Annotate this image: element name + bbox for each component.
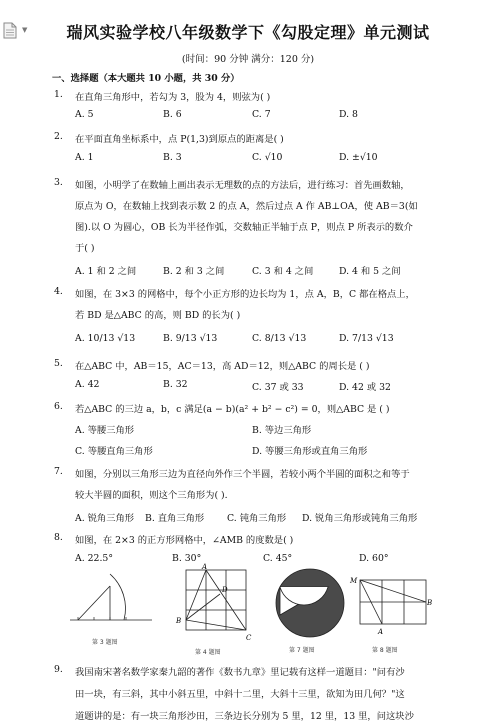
question-text-line: 如图，在 3×3 的网格中，每个小正方形的边长均为 1，点 A，B，C 都在格点上， bbox=[75, 289, 415, 300]
figure-grid-2x3 bbox=[348, 572, 434, 636]
figure-caption: 第 8 题图 bbox=[372, 647, 398, 654]
option-b: B. 等边三角形 bbox=[252, 425, 312, 436]
option-a: A. 1 和 2 之间 bbox=[75, 266, 137, 277]
figure-caption: 第 7 题图 bbox=[289, 647, 315, 654]
question-text-line: 我国南宋著名数学家秦九韶的著作《数书九章》里记载有这样一道题目："问有沙 bbox=[75, 667, 405, 678]
figure-caption: 第 4 题图 bbox=[195, 649, 221, 656]
option-c: C. 7 bbox=[252, 109, 271, 120]
option-a: A. 42 bbox=[75, 379, 100, 390]
question-text-line: 若 BD 是△ABC 的高，则 BD 的长为( ) bbox=[75, 310, 241, 321]
question-text-line: 田一块，有三斜，其中小斜五里，中斜十二里，大斜十三里，欲知为田几何？"这 bbox=[75, 689, 405, 700]
question-number: 1. bbox=[54, 89, 63, 100]
question-number: 9. bbox=[54, 664, 63, 675]
question-text-line: 图).以 O 为圆心，OB 长为半径作弧，交数轴正半轴于点 P，则点 P 所表示的数介 bbox=[75, 222, 413, 233]
label-d: D bbox=[222, 586, 228, 594]
question-text: 在△ABC 中，AB＝15，AC＝13，高 AD＝12，则△ABC 的周长是 ( ) bbox=[75, 361, 370, 372]
question-number: 6. bbox=[54, 401, 63, 412]
option-c: C. 8/13 √13 bbox=[252, 333, 307, 344]
option-b: B. 6 bbox=[163, 109, 182, 120]
option-d: D. 7/13 √13 bbox=[339, 333, 394, 344]
question-text: 若△ABC 的三边 a，b，c 满足(a − b)(a² + b² − c²) = 0，则△ABC 是 ( ) bbox=[75, 404, 390, 415]
option-a: A. 10/13 √13 bbox=[75, 333, 136, 344]
question-text-line: 如图，分别以三角形三边为直径向外作三个半圆，若较小两个半圆的面积之和等于 bbox=[75, 469, 410, 480]
option-a: A. 锐角三角形 bbox=[75, 513, 135, 524]
question-text: 在直角三角形中，若勾为 3，股为 4，则弦为( ) bbox=[75, 92, 271, 103]
question-number: 7. bbox=[54, 466, 63, 477]
figure-grid-3x3 bbox=[174, 564, 250, 644]
question-number: 8. bbox=[54, 532, 63, 543]
option-b: B. 9/13 √13 bbox=[163, 333, 218, 344]
question-number: 4. bbox=[54, 286, 63, 297]
option-c: C. 37 或 33 bbox=[252, 382, 304, 393]
label-b: B bbox=[427, 599, 433, 607]
option-d: D. 8 bbox=[339, 109, 358, 120]
option-d: D. 4 和 5 之间 bbox=[339, 266, 401, 277]
question-text-line: 于( ) bbox=[75, 243, 95, 254]
question-options bbox=[75, 422, 435, 436]
option-a: A. 22.5° bbox=[75, 553, 113, 564]
question-text-line: 道题讲的是：有一块三角形沙田，三条边长分别为 5 里，12 里，13 里，问这块沙 bbox=[75, 711, 414, 722]
option-b: B. 30° bbox=[172, 553, 202, 564]
page-title: 瑞风实验学校八年级数学下《勾股定理》单元测试 bbox=[66, 23, 430, 42]
question-options bbox=[75, 510, 435, 524]
question-options bbox=[75, 263, 435, 277]
option-d: D. 锐角三角形或钝角三角形 bbox=[302, 513, 418, 524]
option-b: B. 直角三角形 bbox=[145, 513, 205, 524]
option-c: C. 钝角三角形 bbox=[227, 513, 287, 524]
chevron-down-icon[interactable]: ▼ bbox=[22, 26, 28, 34]
question-options bbox=[75, 333, 435, 347]
section-heading: 一、选择题（本大题共 10 小题，共 30 分） bbox=[52, 73, 240, 84]
question-number: 5. bbox=[54, 358, 63, 369]
option-d: D. 60° bbox=[359, 553, 389, 564]
label-m: M bbox=[350, 577, 358, 585]
option-b: B. 2 和 3 之间 bbox=[163, 266, 225, 277]
option-b: B. 32 bbox=[163, 379, 188, 390]
option-d: D. 等腰三角形或直角三角形 bbox=[252, 446, 368, 457]
question-text-line: 如图，小明学了在数轴上画出表示无理数的点的方法后，进行练习：首先画数轴， bbox=[75, 180, 410, 191]
page-subtitle: (时间：90 分钟 满分：120 分) bbox=[181, 54, 315, 65]
question-text: 如图，在 2×3 的正方形网格中，∠AMB 的度数是( ) bbox=[75, 535, 294, 546]
option-d: D. ±√10 bbox=[339, 152, 378, 163]
label-a: A bbox=[202, 563, 208, 571]
question-options bbox=[75, 109, 435, 123]
figure-semicircles bbox=[270, 565, 350, 643]
label-c: C bbox=[246, 634, 252, 642]
question-options bbox=[75, 443, 435, 457]
question-options bbox=[75, 379, 435, 393]
question-text-line: 原点为 O，在数轴上找到表示数 2 的点 A，然后过点 A 作 AB⊥OA，使 AB＝3(如 bbox=[75, 201, 418, 212]
figure-caption: 第 3 题图 bbox=[92, 639, 118, 646]
question-options bbox=[75, 553, 435, 567]
option-a: A. 等腰三角形 bbox=[75, 425, 135, 436]
question-text: 在平面直角坐标系中，点 P(1,3)到原点的距离是( ) bbox=[75, 134, 284, 145]
question-number: 3. bbox=[54, 177, 63, 188]
option-d: D. 42 或 32 bbox=[339, 382, 391, 393]
option-a: A. 5 bbox=[75, 109, 94, 120]
option-c: C. √10 bbox=[252, 152, 283, 163]
label-a: A bbox=[378, 628, 384, 636]
label-b: B bbox=[176, 617, 182, 625]
question-text-line: 较大半圆的面积，则这个三角形为( ). bbox=[75, 490, 228, 501]
option-c: C. 等腰直角三角形 bbox=[75, 446, 153, 457]
question-options bbox=[75, 152, 435, 166]
option-b: B. 3 bbox=[163, 152, 182, 163]
question-number: 2. bbox=[54, 131, 63, 142]
option-a: A. 1 bbox=[75, 152, 94, 163]
figure-number-line bbox=[68, 568, 156, 628]
option-c: C. 45° bbox=[263, 553, 293, 564]
option-c: C. 3 和 4 之间 bbox=[252, 266, 314, 277]
